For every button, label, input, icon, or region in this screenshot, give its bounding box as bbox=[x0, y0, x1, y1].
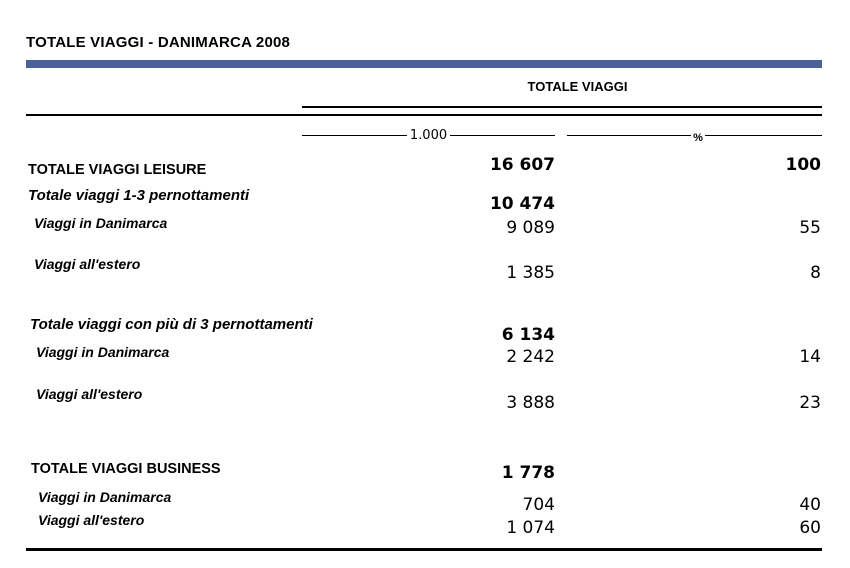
row-percent: 23 bbox=[799, 393, 821, 413]
row-label: Viaggi all'estero bbox=[38, 512, 145, 528]
row-value: 2 242 bbox=[506, 347, 555, 367]
unit-percent-label: % bbox=[693, 132, 703, 144]
row-percent: 8 bbox=[810, 263, 821, 283]
row-label: Viaggi in Danimarca bbox=[38, 489, 172, 505]
row-percent: 14 bbox=[799, 347, 821, 367]
table-title: TOTALE VIAGGI - DANIMARCA 2008 bbox=[26, 34, 291, 51]
row-label: Viaggi all'estero bbox=[36, 386, 143, 402]
title-accent-bar bbox=[26, 60, 822, 68]
row-value: 16 607 bbox=[489, 155, 555, 175]
row-label: Viaggi in Danimarca bbox=[34, 215, 168, 231]
row-percent: 60 bbox=[799, 518, 821, 538]
row-label: TOTALE VIAGGI BUSINESS bbox=[31, 461, 221, 477]
row-label: Viaggi all'estero bbox=[34, 256, 141, 272]
row-percent: 100 bbox=[785, 155, 821, 175]
header-rule-top bbox=[302, 106, 822, 108]
row-value: 704 bbox=[522, 495, 555, 515]
row-percent: 55 bbox=[799, 218, 821, 238]
row-label: Viaggi in Danimarca bbox=[36, 344, 170, 360]
unit-thousands-label: 1.000 bbox=[407, 128, 450, 143]
row-label: TOTALE VIAGGI LEISURE bbox=[28, 162, 207, 178]
column-group-header: TOTALE VIAGGI bbox=[527, 79, 628, 94]
row-value: 10 474 bbox=[489, 194, 555, 214]
row-value: 9 089 bbox=[506, 218, 555, 238]
row-value: 1 385 bbox=[506, 263, 555, 283]
table-bottom-rule bbox=[26, 548, 822, 551]
header-rule-full bbox=[26, 114, 822, 116]
row-value: 6 134 bbox=[501, 325, 555, 345]
row-value: 3 888 bbox=[506, 393, 555, 413]
row-label: Totale viaggi con più di 3 pernottamenti bbox=[30, 316, 313, 333]
row-value: 1 778 bbox=[501, 463, 555, 483]
row-percent: 40 bbox=[799, 495, 821, 515]
row-value: 1 074 bbox=[506, 518, 555, 538]
row-label: Totale viaggi 1-3 pernottamenti bbox=[28, 187, 250, 204]
